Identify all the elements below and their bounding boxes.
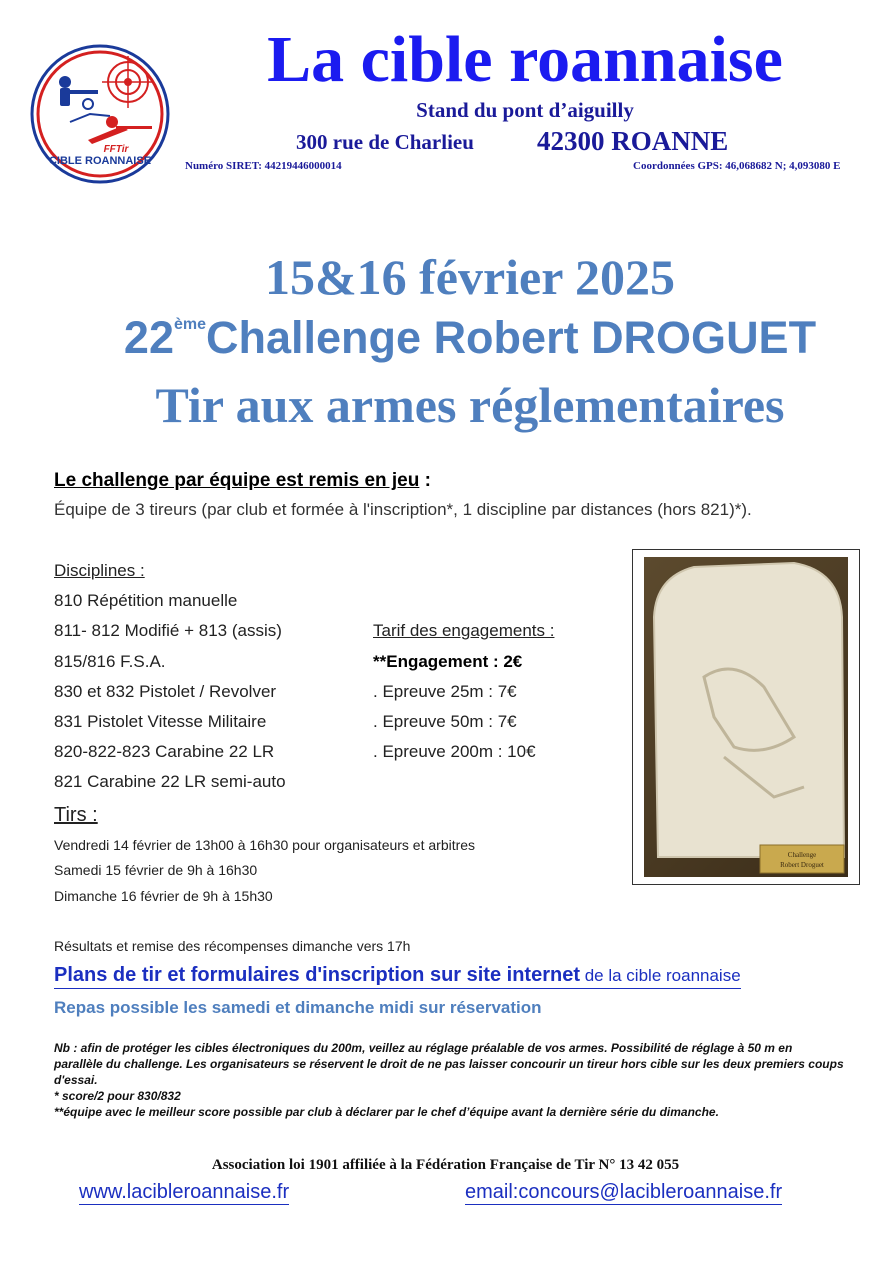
team-description: Équipe de 3 tireurs (par club et formée à l'inscription*, 1 discipline par distances (hors 821)*). xyxy=(54,500,752,519)
city: 42300 ROANNE xyxy=(537,126,729,156)
stand-name: Stand du pont d’aiguilly xyxy=(416,98,634,122)
discipline-item: 811- 812 Modifié + 813 (assis) xyxy=(54,621,282,640)
trophy-stone-icon xyxy=(644,557,848,877)
nb-note: Nb : afin de protéger les cibles électroniques du 200m, veillez au réglage préalable de vos armes. Possibilité de réglage à 50 m en parallèle du challenge. Les organisateurs se réservent le droit de ne pas laisser concourir un tireur hors cible sur les deux premiers coups d'essai. xyxy=(54,1041,844,1087)
results-info: Résultats et remise des récompenses dimanche vers 17h xyxy=(54,938,411,954)
tarif-item: . Epreuve 50m : 7€ xyxy=(373,712,517,731)
tirs-heading: Tirs : xyxy=(54,804,98,826)
event-subtitle: Tir aux armes réglementaires xyxy=(155,377,785,433)
edition-number: 22 xyxy=(123,312,174,363)
tarif-item: . Epreuve 25m : 7€ xyxy=(373,682,517,701)
website-link[interactable]: www.lacibleroannaise.fr xyxy=(79,1181,290,1203)
event-date: 15&16 février 2025 xyxy=(264,249,676,305)
engagement-fee: **Engagement : 2€ xyxy=(373,652,523,671)
trophy-photo xyxy=(632,549,860,885)
tarif-heading: Tarif des engagements : xyxy=(373,621,555,640)
plaque-line-1: Challenge xyxy=(787,851,817,859)
discipline-item: 820-822-823 Carabine 22 LR xyxy=(54,742,275,761)
meal-info: Repas possible les samedi et dimanche midi sur réservation xyxy=(54,998,542,1017)
discipline-item: 831 Pistolet Vitesse Militaire xyxy=(54,712,267,731)
trophy-photo-image xyxy=(644,557,848,877)
disciplines-heading: Disciplines : xyxy=(54,561,145,580)
discipline-item: 830 et 832 Pistolet / Revolver xyxy=(54,682,277,701)
association-info: Association loi 1901 affiliée à la Fédération Française de Tir N° 13 42 055 xyxy=(211,1157,680,1173)
tir-schedule-item: Dimanche 16 février de 9h à 15h30 xyxy=(54,888,273,904)
challenge-title xyxy=(40,312,891,364)
score-note: * score/2 pour 830/832 xyxy=(54,1089,181,1103)
club-logo xyxy=(30,44,170,184)
siret-number: Numéro SIRET: 44219446000014 xyxy=(185,160,342,172)
tir-schedule-item: Samedi 15 février de 9h à 16h30 xyxy=(54,862,258,878)
team-heading xyxy=(54,470,431,492)
discipline-item: 821 Carabine 22 LR semi-auto xyxy=(54,772,286,791)
challenge-name: Challenge Robert DROGUET xyxy=(206,312,817,363)
logo-badge: FFTir xyxy=(103,144,129,155)
discipline-item: 815/816 F.S.A. xyxy=(54,652,166,671)
tir-schedule-item: Vendredi 14 février de 13h00 à 16h30 pour organisateurs et arbitres xyxy=(54,837,476,853)
gps-coordinates: Coordonnées GPS: 46,068682 N; 4,093080 E xyxy=(633,160,841,172)
registration-link[interactable] xyxy=(54,964,741,989)
tarif-item: . Epreuve 200m : 10€ xyxy=(373,742,536,761)
email-link[interactable]: email:concours@lacibleroannaise.fr xyxy=(465,1181,783,1203)
discipline-item: 810 Répétition manuelle xyxy=(54,591,238,610)
edition-suffix: ème xyxy=(173,316,207,333)
registration-link-text[interactable]: Plans de tir et formulaires d'inscription sur site internet xyxy=(54,964,580,986)
plaque-line-2: Robert Droguet xyxy=(780,861,824,869)
registration-link-suffix[interactable]: de la cible roannaise xyxy=(580,966,741,985)
team-heading-text: Le challenge par équipe est remis en jeu xyxy=(54,470,420,491)
team-heading-colon: : xyxy=(419,470,431,491)
team-note: **équipe avec le meilleur score possible par club à déclarer par le chef d’équipe avant la dernière série du dimanche. xyxy=(54,1105,719,1119)
logo-text: CIBLE ROANNAISE xyxy=(48,155,152,167)
street-address: 300 rue de Charlieu xyxy=(296,130,474,154)
club-name: La cible roannaise xyxy=(267,23,783,96)
